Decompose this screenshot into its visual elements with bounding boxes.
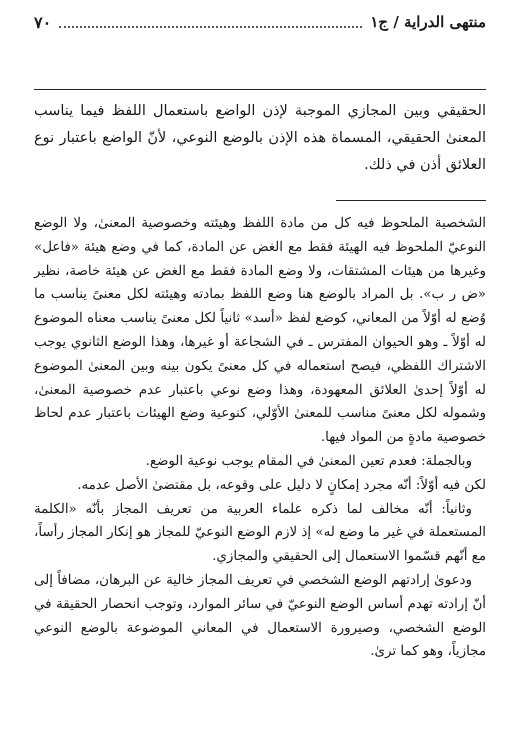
paragraph: ودعوىٰ إرادتهم الوضع الشخصي في تعريف المجاز خالية عن البرهان، مضافاً إلى أنّ إرادته تهدم أساس الوضع النوعيّ في سائر الموارد، وتوجب انحصار الحقيقة في الوضع الشخصي، وصيرورة الاستعمال في المعاني الموضوعة بالوضع النوعي مجازياً، وهو كما ترىٰ. (34, 572, 486, 660)
main-text (34, 212, 486, 664)
paragraph: وثانياً: أنّه مخالف لما ذكره علماء العربية من تعريف المجاز بأنّه «الكلمة المستعملة في غير ما وضع له» إذ لازم الوضع النوعيّ للمجاز هو إنكار المجاز رأساً، مع أنّهم قسّموا الاستعمال إلى الحقيقي والمجازي. (34, 501, 486, 565)
page-number: ٧٠ (34, 12, 52, 32)
footnote-continuation (34, 98, 486, 179)
paragraph: الشخصية الملحوظ فيه كل من مادة اللفظ وهيئته وخصوصية المعنىٰ، ولا الوضع النوعيّ الملحوظ فيه الهيئة فقط مع الغض عن المادة، كما في وضع هيئة «فاعل» وغيرها من هيئات المشتقات، ولا وضع المادة فقط مع الغض عن هيئة خاصة، نظير «ض ر ب». بل المراد بالوضع هنا وضع اللفظ بمادته وهيئته لكل معنىً يناسب ما وُضع له أوّلاً من المعاني، كوضع لفظ «أسد» ثانياً لكل معنىً يناسب معناه الموضوع له أوّلاً ـ وهو الحيوان المفترس ـ في الشجاعة أو غيرها، وهذا الوضع الثانوي يوجب الاشتراك اللفظي، فيصح استعماله في كل معنىً يكون بينه وبين المعنىٰ الموضوع له أوّلاً إحدىٰ العلائق المعهودة، وهذا وضع نوعي باعتبار عدم خصوصية المعنىٰ، وشموله لكل معنىً مناسب للمعنىٰ الأوّلي، كنوعية وضع الهيئات باعتبار عدم لحاظ خصوصية مادةٍ من المواد فيها. (34, 216, 486, 446)
running-header (34, 8, 486, 36)
paragraph: لكن فيه أوّلاً: أنّه مجرد إمكانٍ لا دليل على وقوعه، بل مقتضىٰ الأصل عدمه. (77, 477, 486, 493)
footnote-separator-rule (336, 200, 486, 201)
paragraph: وبالجملة: فعدم تعين المعنىٰ في المقام يوجب نوعية الوضع. (145, 453, 472, 469)
footnote-text: الحقيقي وبين المجازي الموجبة لإذن الواضع باستعمال اللفظ فيما يناسب المعنىٰ الحقيقي، المسماة هذه الإذن بالوضع النوعي، لأنّ الواضع باعتبار نوع العلائق أذن في ذلك. (34, 103, 486, 173)
header-dotted-leader (59, 16, 362, 28)
running-title: منتهى الدراية / ج١ (370, 13, 486, 31)
top-separator-rule (34, 89, 486, 90)
